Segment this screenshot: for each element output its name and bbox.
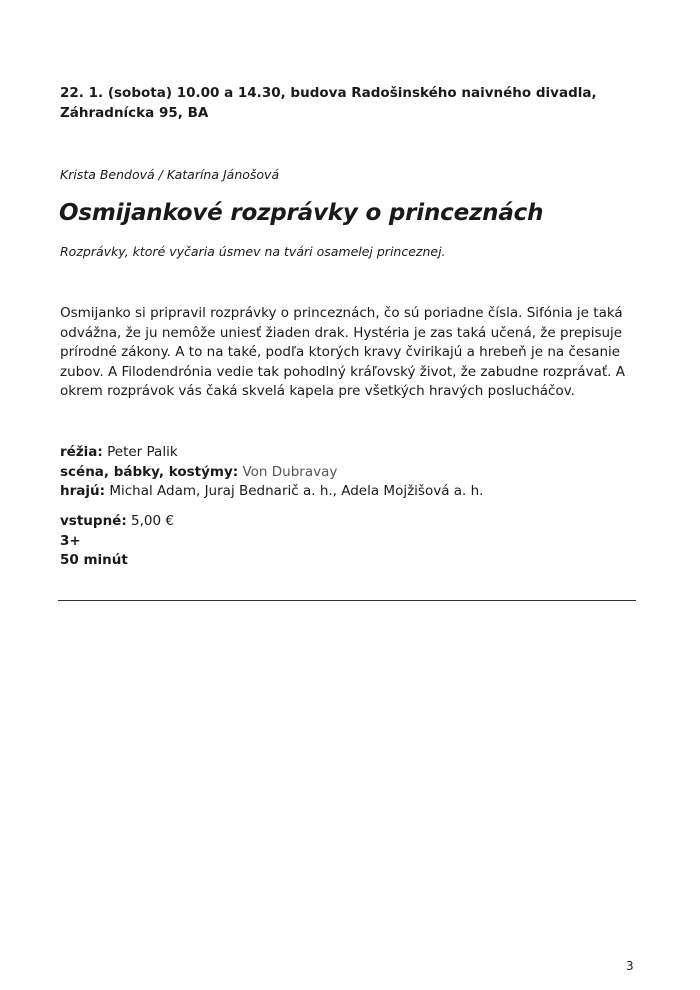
admission-label: vstupné: bbox=[60, 513, 127, 529]
duration: 50 minút bbox=[60, 552, 128, 569]
admission-value: 5,00 € bbox=[131, 513, 174, 529]
credit-cast bbox=[60, 482, 483, 502]
event-authors: Krista Bendová / Katarína Jánošová bbox=[60, 167, 280, 182]
credit-scene-value: Von Dubravay bbox=[242, 463, 338, 480]
credit-direction-value: Peter Palik bbox=[107, 444, 178, 460]
credit-cast-value: Michal Adam, Juraj Bednarič a. h., Adela Mojžišová a. h. bbox=[109, 483, 484, 500]
credit-scene bbox=[60, 463, 483, 483]
credits-block bbox=[60, 443, 483, 502]
age-rating: 3+ bbox=[60, 532, 81, 549]
admission-row bbox=[60, 512, 174, 532]
event-meta-block bbox=[60, 512, 174, 571]
event-description: Osmijanko si pripravil rozprávky o princeznách, čo sú poriadne čísla. Sifónia je taká odvážna, že ju nemôže uniesť žiaden drak. Hystéria je zas taká učená, že prepisuje prírodné zákony. A to na také, podľa ktorých kravy čvirikajú a hrebeň je na česanie zubov. A Filodendrónia vedie tak pohodlný kráľovský život, že zabudne rozprávať. A okrem rozprávok vás čaká skvelá kapela pre všetkých hravých poslucháčov. bbox=[60, 305, 625, 400]
event-title: Osmijankové rozprávky o princeznách bbox=[59, 200, 544, 226]
event-subtitle: Rozprávky, ktoré vyčaria úsmev na tvári osamelej princeznej. bbox=[60, 244, 446, 259]
page-number: 3 bbox=[626, 959, 634, 973]
credit-scene-label: scéna, bábky, kostýmy: bbox=[60, 463, 239, 480]
credit-direction-label: réžia: bbox=[60, 444, 103, 460]
credit-direction bbox=[60, 443, 483, 463]
credit-cast-label: hrajú: bbox=[60, 483, 106, 500]
event-date-location: 22. 1. (sobota) 10.00 a 14.30, budova Radošinského naivného divadla, Záhradnícka 95, BA bbox=[60, 85, 597, 121]
section-divider bbox=[58, 600, 636, 601]
